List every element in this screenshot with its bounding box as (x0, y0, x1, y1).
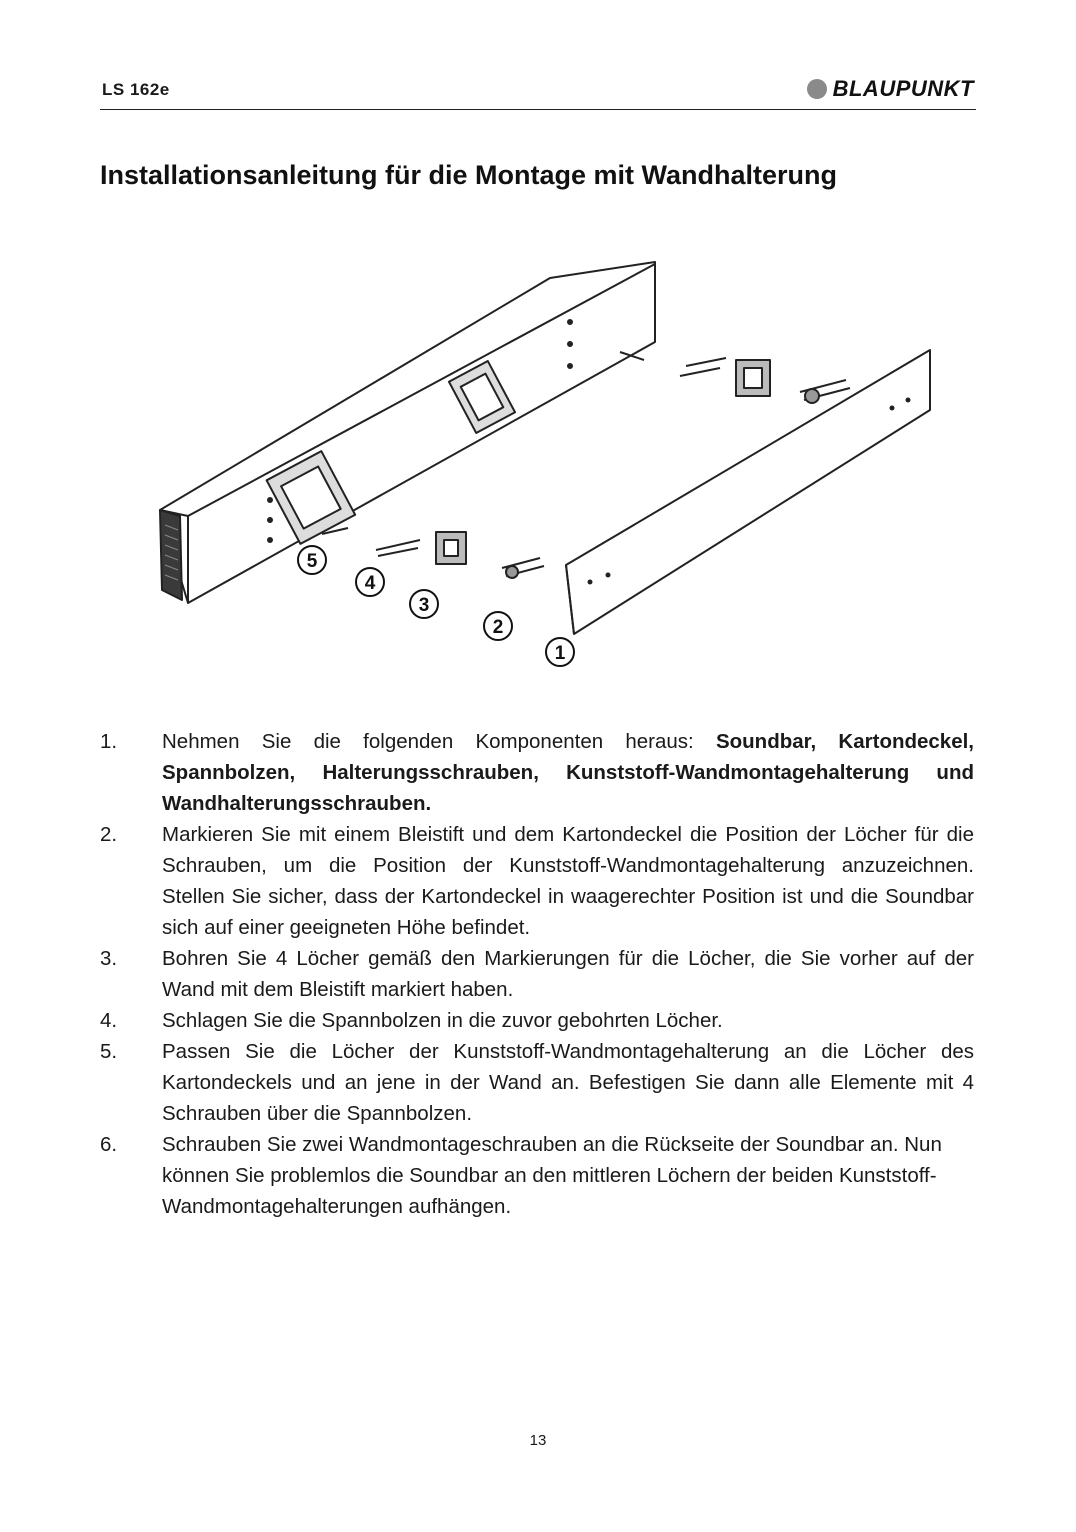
step-text: Passen Sie die Löcher der Kunststoff-Wandmontagehalterung an die Löcher des Kartondeckels und an jene in der Wand an. Befestigen Sie dann alle Elemente mit 4 Schrauben über die Spannbolzen. (162, 1040, 974, 1125)
step-number: 5. (100, 1040, 118, 1063)
list-item (100, 819, 974, 943)
bolt-set-left (376, 532, 544, 578)
step-number: 6. (100, 1133, 118, 1156)
brand-name: BLAUPUNKT (832, 76, 974, 101)
component-list: Soundbar, Kartondeckel, Spannbolzen, Halterungsschrauben, Kunststoff-Wandmontagehalterung und Wandhalterungsschrauben. (162, 730, 975, 815)
list-item (100, 1005, 974, 1036)
soundbar-body (160, 262, 655, 603)
installation-diagram (140, 250, 940, 690)
step-text: Nehmen Sie die folgenden Komponenten heraus: Soundbar, Kartondeckel, Spannbolzen, Halterungsschrauben, Kunststoff-Wandmontagehalterung und Wandhalterungsschrauben. (162, 730, 975, 815)
list-item (100, 1129, 974, 1222)
page-title: Installationsanleitung für die Montage mit Wandhalterung (100, 160, 838, 190)
list-item (100, 726, 974, 819)
brand-dot-icon (807, 79, 827, 99)
callout-3: 3 (418, 595, 430, 616)
callout-4: 4 (364, 573, 376, 594)
step-number: 4. (100, 1009, 118, 1032)
list-item (100, 1036, 974, 1129)
step-text: Bohren Sie 4 Löcher gemäß den Markierungen für die Löcher, die Sie vorher auf der Wand mit dem Bleistift markiert haben. (162, 947, 974, 1001)
soundbar-endcap (160, 510, 182, 600)
instruction-list (100, 726, 974, 1222)
step-number: 3. (100, 947, 118, 970)
step-text: Schrauben Sie zwei Wandmontageschrauben an die Rückseite der Soundbar an. Nun können Sie problemlos die Soundbar an den mittleren Löchern der beiden Kunststoff-Wandmontagehalterungen aufhängen. (162, 1133, 942, 1218)
step-text: Schlagen Sie die Spannbolzen in die zuvor gebohrten Löcher. (162, 1009, 723, 1032)
step-number: 1. (100, 730, 118, 753)
header-divider (100, 109, 976, 110)
brand-logo (807, 76, 974, 102)
page-number: 13 (529, 1432, 547, 1449)
callout-2: 2 (492, 617, 504, 638)
document-model: LS 162e (102, 80, 170, 99)
bolt-set-right (680, 358, 850, 403)
callout-5: 5 (306, 551, 318, 572)
list-item (100, 943, 974, 1005)
callout-1: 1 (554, 643, 566, 664)
step-text: Markieren Sie mit einem Bleistift und dem Kartondeckel die Position der Löcher für die Schrauben, um die Position der Kunststoff-Wandmontagehalterung anzuzeichnen. Stellen Sie sicher, dass der Kartondeckel in waagerechter Position ist und die Soundbar sich auf einer geeigneten Höhe befindet. (162, 823, 974, 939)
step-number: 2. (100, 823, 118, 846)
